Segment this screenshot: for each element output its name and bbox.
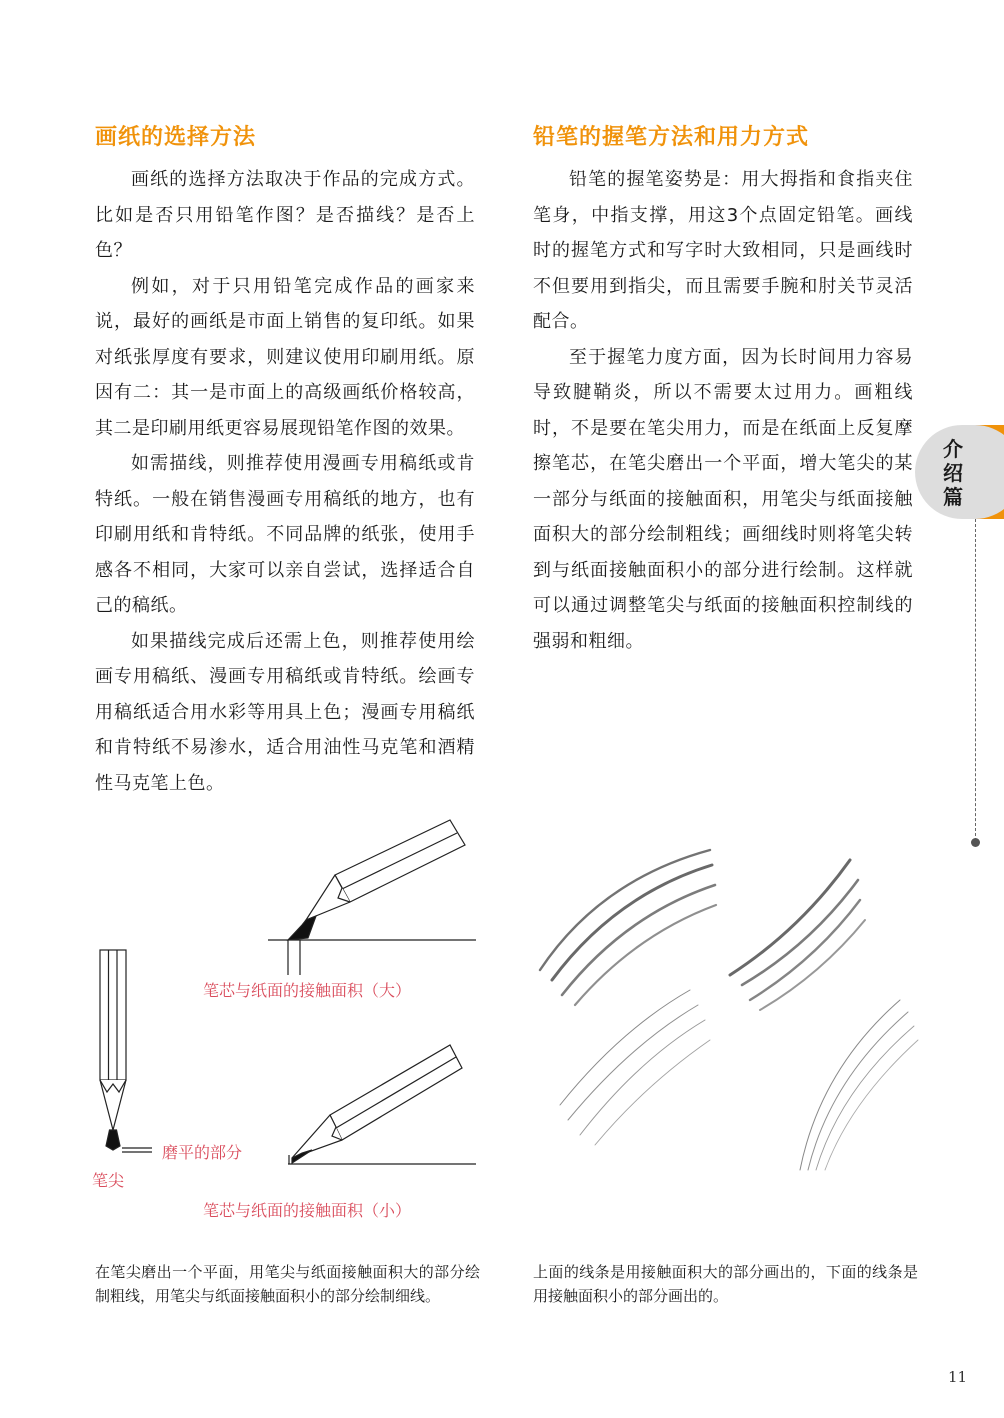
left-paragraph-2: 例如，对于只用铅笔完成作品的画家来说，最好的画纸是市面上销售的复印纸。如果对纸张厚度有要求，则建议使用印刷用纸。原因有二：其一是市面上的高级画纸价格较高，其二是印刷用纸更容易展现铅笔作图的效果。 — [95, 275, 475, 439]
right-paragraph-2: 至于握笔力度方面，因为长时间用力容易导致腱鞘炎，所以不需要太过用力。画粗线时，不是要在笔尖用力，而是在纸面上反复摩擦笔芯，在笔尖磨出一个平面，增大笔尖的某一部分与纸面的接触面积，用笔尖与纸面接触面积大的部分绘制粗线；画细线时则将笔尖转到与纸面接触面积小的部分进行绘制。这样就可以通过调整笔尖与纸面的接触面积控制线的强弱和粗细。 — [533, 346, 913, 652]
pencil-tip-diagram — [80, 810, 500, 1240]
pencil-grip-heading: 铅笔的握笔方法和用力方式 — [533, 125, 810, 150]
paper-selection-heading: 画纸的选择方法 — [95, 125, 257, 150]
label-flat-part: 磨平的部分 — [162, 1143, 243, 1162]
thick-strokes-left — [540, 850, 716, 1005]
page-number: 11 — [948, 1368, 968, 1386]
label-pencil-tip: 笔尖 — [92, 1171, 125, 1190]
stroke-samples-figure — [520, 840, 940, 1200]
label-contact-small: 笔芯与纸面的接触面积（小） — [203, 1201, 412, 1220]
left-column — [95, 122, 475, 801]
left-paragraph-4: 如果描线完成后还需上色，则推荐使用绘画专用稿纸、漫画专用稿纸或肯特纸。绘画专用稿纸适合用水彩等用具上色；漫画专用稿纸和肯特纸不易渗水，适合用油性马克笔和酒精性马克笔上色。 — [95, 630, 475, 794]
tab-end-dot — [971, 838, 980, 847]
tab-dashed-line — [975, 519, 976, 841]
left-paragraph-3: 如需描线，则推荐使用漫画专用稿纸或肯特纸。一般在销售漫画专用稿纸的地方，也有印刷用纸和肯特纸。不同品牌的纸张，使用手感各不相同，大家可以亲自尝试，选择适合自己的稿纸。 — [95, 453, 475, 616]
left-paragraph-1: 画纸的选择方法取决于作品的完成方式。比如是否只用铅笔作图？是否描线？是否上色？ — [95, 169, 475, 261]
slanted-pencil-small-contact-icon — [292, 1045, 462, 1163]
label-contact-large: 笔芯与纸面的接触面积（大） — [203, 981, 412, 1000]
vertical-pencil-icon — [100, 950, 126, 1150]
right-paragraph-1: 铅笔的握笔姿势是：用大拇指和食指夹住笔身，中指支撑，用这3个点固定铅笔。画线时的握笔方式和写字时大致相同，只是画线时不但要用到指尖，而且需要手腕和肘关节灵活配合。 — [533, 169, 913, 332]
pencil-illustration — [80, 810, 500, 1240]
thin-strokes-right — [800, 1000, 918, 1170]
left-figure-caption: 在笔尖磨出一个平面，用笔尖与纸面接触面积大的部分绘制粗线，用笔尖与纸面接触面积小的部分绘制细线。 — [95, 1263, 480, 1305]
pencil-stroke-samples — [520, 840, 940, 1200]
thick-strokes-right — [730, 860, 865, 1010]
right-column — [533, 122, 913, 659]
section-tab-label: 介绍篇 — [943, 437, 963, 509]
slanted-pencil-large-contact-icon — [288, 820, 465, 940]
thin-strokes-left — [560, 990, 710, 1145]
right-figure-caption: 上面的线条是用接触面积大的部分画出的，下面的线条是用接触面积小的部分画出的。 — [533, 1263, 918, 1305]
